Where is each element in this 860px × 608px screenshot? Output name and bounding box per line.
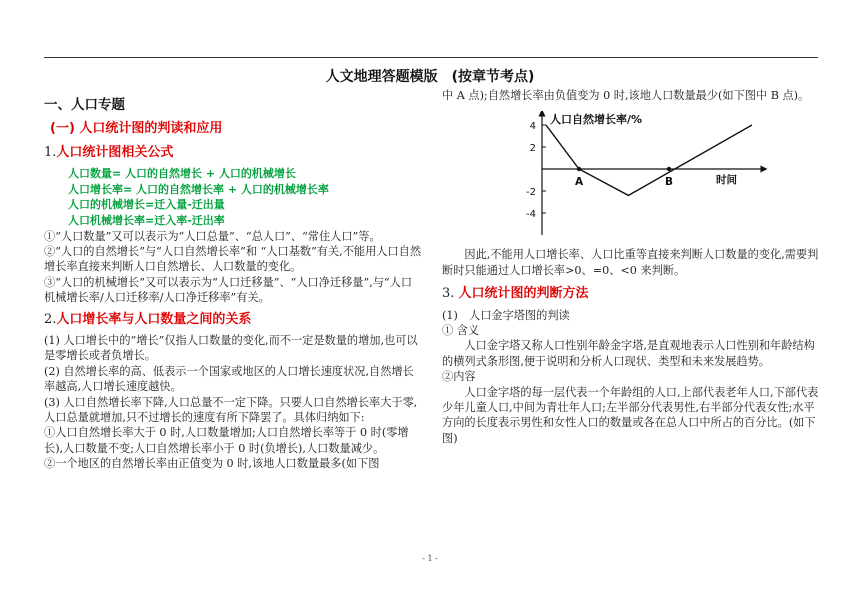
header-rule	[44, 57, 818, 58]
y-tick-label: -4	[526, 209, 536, 221]
chart-svg	[502, 111, 782, 239]
formula-item: 人口增长率= 人口的自然增长率 + 人口的机械增长率	[68, 182, 329, 196]
formula-item: 人口机械增长率=迁入率-迁出率	[68, 214, 225, 227]
continued-paragraph: 中 A 点);自然增长率由负值变为 0 时,该地人口数量最少(如下图中 B 点)。	[442, 89, 810, 102]
left-column	[44, 88, 422, 472]
x-axis-label: 时间	[716, 174, 737, 187]
content-label: ②内容	[442, 370, 476, 384]
body-paragraph: ②一个地区的自然增长率由正值变为 0 时,该地人口数量最多(如下图	[44, 457, 380, 471]
point-b-label: B	[664, 176, 673, 189]
y-axis-label: 人口自然增长率/%	[550, 113, 643, 127]
note-paragraph: ②“人口的自然增长”与“人口自然增长率”和 “人口基数”有关,不能用人口自然增长率直接来判断人口自然增长、人口数量的变化。	[44, 245, 422, 274]
subsection-2-number: 2.	[44, 311, 57, 327]
definition-text: 人口金字塔又称人口性别年龄金字塔,是直观地表示人口性别和年龄结构的横列式条形图,便于说明和分析人口现状、类型和未来发展趋势。	[442, 339, 815, 368]
point-a-marker	[577, 167, 581, 171]
formula-item: 人口数量= 人口的自然增长 + 人口的机械增长	[68, 167, 296, 181]
topic-heading: 一、人口专题	[44, 97, 125, 113]
formula-list	[44, 166, 422, 228]
subsection-1-number: 1.	[44, 144, 57, 160]
point-b-marker	[667, 167, 671, 171]
body-paragraph: (2) 自然增长率的高、低表示一个国家或地区的人口增长速度状况,自然增长率越高,人口增长速度越快。	[44, 364, 414, 394]
subsection-3-title: 人口统计图的判断方法	[458, 286, 589, 302]
note-paragraph: ③“人口的机械增长”又可以表示为“人口迁移量”、“人口净迁移量”,与“人口机械增长率/人口迁移率/人口净迁移率”有关。	[44, 275, 413, 305]
y-tick-label: -2	[526, 187, 536, 199]
content-text: 人口金字塔的每一层代表一个年龄组的人口,上部代表老年人口,下部代表少年儿童人口,中间为青壮年人口;左半部分代表男性,右半部分代表女性;水平方向的长度表示男性和女性人口的数量或各在总人口中所占的百分比。(如下图)	[442, 385, 819, 445]
body-paragraph: ①人口自然增长率大于 0 时,人口数量增加;人口自然增长率等于 0 时(零增长),人口数量不变;人口自然增长率小于 0 时(负增长),人口数量减少。	[44, 426, 409, 455]
subsection-3-number: 3.	[442, 286, 455, 302]
subsection-2-title: 人口增长率与人口数量之间的关系	[56, 311, 252, 327]
body-paragraph: (1) 人口增长中的“增长”仅指人口数量的变化,而不一定是数量的增加,也可以是零增长或者负增长。	[44, 334, 418, 363]
growth-rate-chart	[502, 111, 782, 239]
chart-conclusion: 因此,不能用人口增长率、人口比重等直接来判断人口数量的变化,需要判断时只能通过人口增长率>0、=0、<0 来判断。	[442, 248, 819, 277]
sub-item-heading: (1) 人口金字塔图的判读	[442, 308, 570, 322]
body-paragraph: (3) 人口自然增长率下降,人口总量不一定下降。只要人口自然增长率大于零,人口总量就增加,只不过增长的速度有所下降罢了。具体归纳如下:	[44, 395, 418, 425]
definition-label: ① 含义	[442, 324, 480, 338]
note-paragraph: ①“人口数量”又可以表示为“人口总量”、“总人口”、“常住人口”等。	[44, 229, 381, 243]
section-heading: (一) 人口统计图的判读和应用	[50, 121, 223, 137]
subsection-3-heading	[442, 286, 820, 301]
right-column	[442, 88, 820, 446]
subsection-2-heading	[44, 312, 422, 327]
y-tick-label: 2	[529, 143, 536, 155]
subsection-1-heading	[44, 145, 422, 160]
page-number: - 1 -	[422, 554, 438, 563]
subsection-1-title: 人口统计图相关公式	[56, 144, 174, 160]
formula-item: 人口的机械增长=迁入量-迁出量	[68, 198, 225, 212]
y-tick-label: 4	[529, 121, 536, 133]
page-title: 人文地理答题模版 (按章节考点)	[325, 69, 535, 85]
point-a-label: A	[574, 176, 584, 189]
